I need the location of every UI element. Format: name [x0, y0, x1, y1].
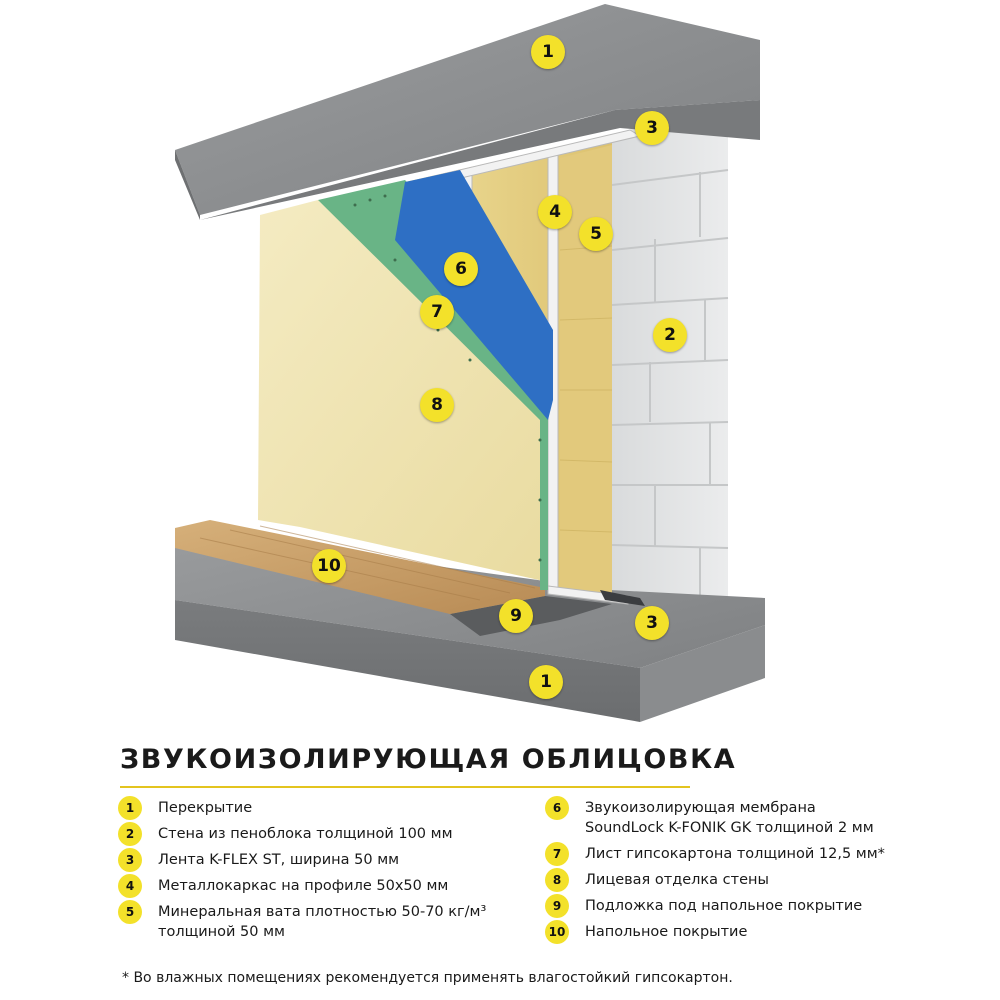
legend-text: Напольное покрытие	[585, 924, 748, 940]
marker-4-metal-frame: 4	[538, 195, 572, 229]
marker-2-foam-block: 2	[653, 318, 687, 352]
legend-text: Звукоизолирующая мембрана	[585, 800, 816, 816]
marker-6-membrane: 6	[444, 252, 478, 286]
legend-item	[118, 902, 486, 942]
legend-item	[545, 798, 885, 838]
legend-number-badge: 1	[118, 796, 142, 820]
marker-1-ceiling: 1	[531, 35, 565, 69]
legend-number-badge: 7	[545, 842, 569, 866]
legend-number-badge: 10	[545, 920, 569, 944]
legend-text: Подложка под напольное покрытие	[585, 898, 863, 914]
legend-number-badge: 5	[118, 900, 142, 924]
legend-item	[118, 824, 486, 844]
legend-item	[545, 844, 885, 864]
legend-text: Минеральная вата плотностью 50-70 кг/м³	[158, 904, 487, 920]
footnote: * Во влажных помещениях рекомендуется применять влагостойкий гипсокартон.	[122, 970, 733, 986]
marker-3-tape-top: 3	[635, 111, 669, 145]
marker-8-finish: 8	[420, 388, 454, 422]
legend-right-column	[545, 798, 885, 948]
legend-text: Лента K-FLEX ST, ширина 50 мм	[158, 852, 400, 868]
marker-5-mineral-wool: 5	[579, 217, 613, 251]
marker-3-tape-bottom: 3	[635, 606, 669, 640]
legend-text: Стена из пеноблока толщиной 100 мм	[158, 826, 453, 842]
legend-number-badge: 2	[118, 822, 142, 846]
legend-number-badge: 9	[545, 894, 569, 918]
legend-number-badge: 6	[545, 796, 569, 820]
legend-item	[545, 896, 885, 916]
legend-number-badge: 3	[118, 848, 142, 872]
legend-number-badge: 4	[118, 874, 142, 898]
legend-item	[118, 798, 486, 818]
legend-item	[545, 922, 885, 942]
marker-1-floor: 1	[529, 665, 563, 699]
marker-10-floor: 10	[312, 549, 346, 583]
legend-number-badge: 8	[545, 868, 569, 892]
legend-item	[118, 876, 486, 896]
legend-item	[118, 850, 486, 870]
title-underline	[120, 786, 690, 788]
legend-text: Металлокаркас на профиле 50х50 мм	[158, 878, 449, 894]
diagram-title: ЗВУКОИЗОЛИРУЮЩАЯ ОБЛИЦОВКА	[120, 744, 737, 775]
legend-left-column	[118, 798, 486, 948]
legend-item	[545, 870, 885, 890]
marker-7-drywall: 7	[420, 295, 454, 329]
foam-block-wall	[612, 108, 728, 620]
legend-text: Лицевая отделка стены	[585, 872, 769, 888]
legend-text: Перекрытие	[158, 800, 253, 816]
legend-text-line2: SoundLock K-FONIK GK толщиной 2 мм	[585, 820, 874, 836]
legend-text-line2: толщиной 50 мм	[158, 924, 285, 940]
legend-text: Лист гипсокартона толщиной 12,5 мм*	[585, 846, 885, 862]
marker-9-underlay: 9	[499, 599, 533, 633]
